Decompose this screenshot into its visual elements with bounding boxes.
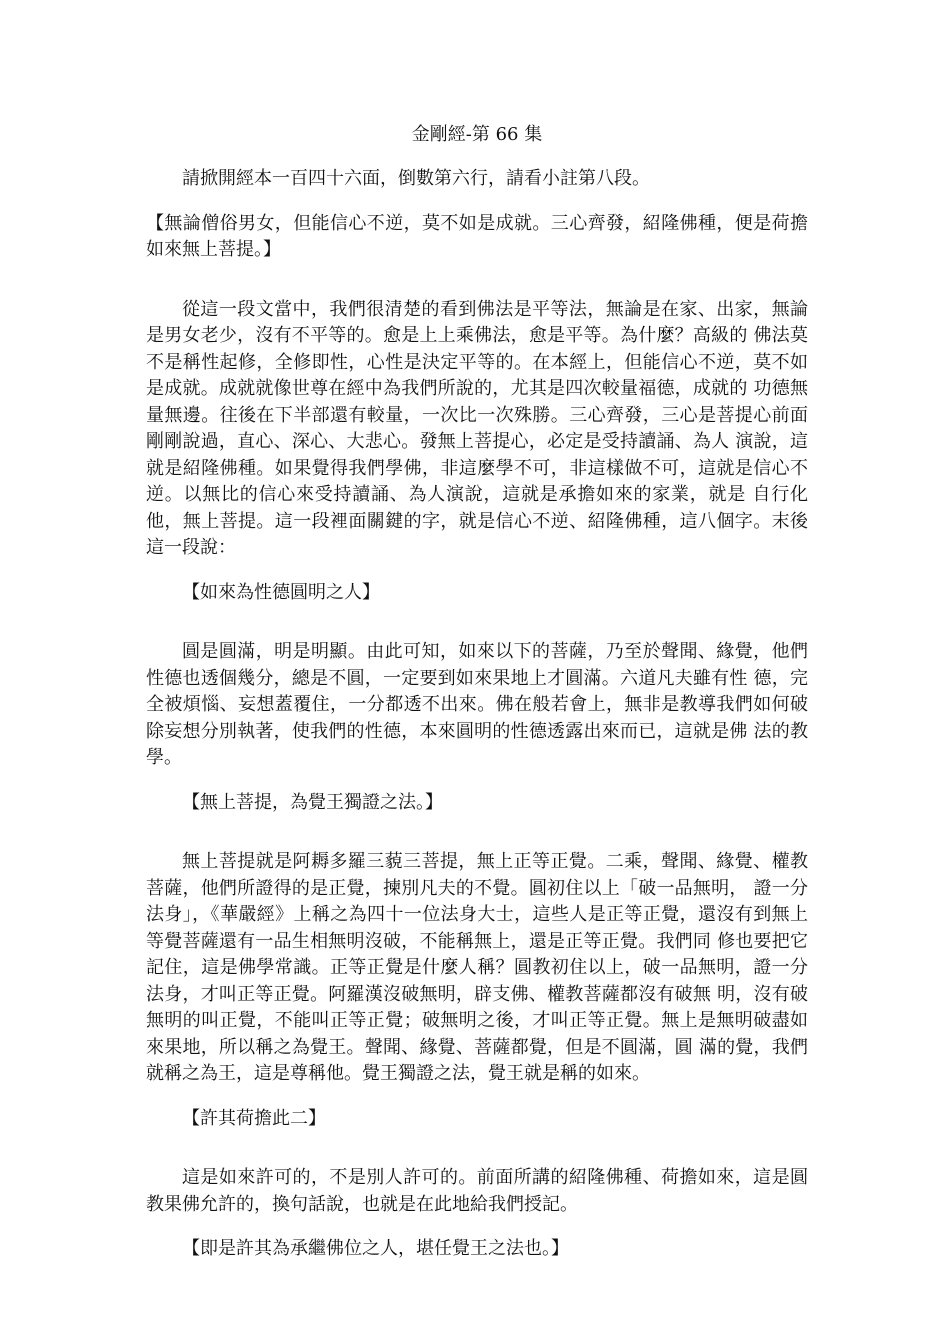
quote-sutra-commentary-5: 【即是許其為承繼佛位之人，堪任覺王之法也。】 <box>182 1238 569 1259</box>
document-title: 金剛經-第 66 集 <box>411 124 543 145</box>
quote-sutra-commentary-4: 【許其荷擔此二】 <box>182 1107 326 1129</box>
document-page <box>146 122 808 1263</box>
quote-sutra-commentary-1: 【無論僧俗男女，但能信心不逆，莫不如是成就。三心齊發，紹隆佛種，便是荷擔如來無上菩提。】 <box>146 212 808 260</box>
paragraph-explanation-2: 圓是圓滿，明是明顯。由此可知，如來以下的菩薩，乃至於聲聞、緣覺，他們性德也透個幾分，總是不圓，一定要到如來果地上才圓滿。六道凡夫雖有性 德，完全被煩惱、妄想蓋覆住，一分都透不出來。佛在般若會上，無非是教導我們如何破除妄想分別執著，使我們的性德，本來圓明的性德透露出來而已，這就是佛 法的教學。 <box>146 641 808 768</box>
paragraph-intro: 請掀開經本一百四十六面，倒數第六行，請看小註第八段。 <box>182 168 650 189</box>
paragraph-explanation-4: 這是如來許可的，不是別人許可的。前面所講的紹隆佛種、荷擔如來，這是圓教果佛允許的，換句話說，也就是在此地給我們授記。 <box>146 1167 808 1215</box>
paragraph-explanation-3: 無上菩提就是阿耨多羅三藐三菩提，無上正等正覺。二乘，聲聞、緣覺、權教菩薩，他們所證得的是正覺，揀別凡夫的不覺。圓初住以上「破一品無明， 證一分法身」，《華嚴經》上稱之為四十一位法身大士，這些人是正等正覺，還沒有到無上等覺菩薩還有一品生相無明沒破，不能稱無上，還是正等正覺。我們同 修也要把它記住，這是佛學常識。正等正覺是什麼人稱？圓教初住以上，破一品無明，證一分法身，才叫正等正覺。阿羅漢沒破無明，辟支佛、權教菩薩都沒有破無 明，沒有破無明的叫正覺，不能叫正等正覺；破無明之後，才叫正等正覺。無上是無明破盡如來果地，所以稱之為覺王。聲聞、緣覺、菩薩都覺，但是不圓滿，圓 滿的覺，我們就稱之為王，這是尊稱他。覺王獨證之法，覺王就是稱的如來。 <box>146 851 808 1084</box>
quote-sutra-commentary-2: 【如來為性德圓明之人】 <box>182 581 380 603</box>
paragraph-explanation-1: 從這一段文當中，我們很清楚的看到佛法是平等法，無論是在家、出家，無論是男女老少，沒有不平等的。愈是上上乘佛法，愈是平等。為什麼？高級的 佛法莫不是稱性起修，全修即性，心性是決定平等的。在本經上，但能信心不逆，莫不如是成就。成就就像世尊在經中為我們所說的，尤其是四次較量福德，成就的 功德無量無邊。往後在下半部還有較量，一次比一次殊勝。三心齊發，三心是菩提心前面剛剛說過，直心、深心、大悲心。發無上菩提心，必定是受持讀誦、為人 演說，這就是紹隆佛種。如果覺得我們學佛，非這麼學不可，非這樣做不可，這就是信心不逆。以無比的信心來受持讀誦、為人演說，這就是承擔如來的家業，就是 自行化他，無上菩提。這一段裡面關鍵的字，就是信心不逆、紹隆佛種，這八個字。末後這一段說： <box>146 298 808 558</box>
quote-sutra-commentary-3: 【無上菩提，為覺王獨證之法。】 <box>182 791 443 813</box>
